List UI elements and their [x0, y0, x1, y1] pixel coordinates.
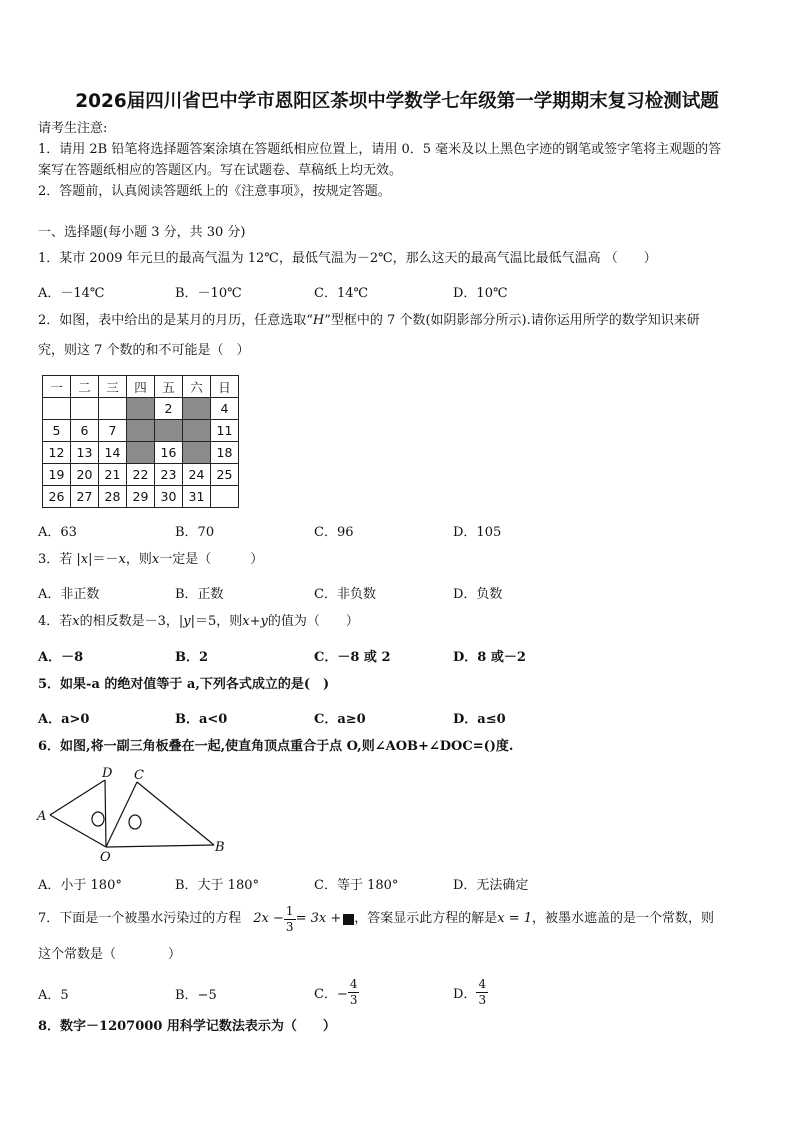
calendar-cell — [43, 398, 71, 420]
q3-stem-c: ，则 — [125, 552, 152, 567]
q4-var-y: y — [183, 614, 191, 629]
q6-option-c: C．等于 180° — [314, 878, 399, 893]
label-b: B — [215, 840, 225, 855]
calendar-cell-shaded — [127, 420, 155, 442]
calendar-cell: 29 — [127, 486, 155, 508]
label-o: O — [100, 850, 111, 865]
calendar-cell-shaded — [127, 442, 155, 464]
label-c: C — [134, 768, 144, 783]
calendar-cell: 25 — [211, 464, 239, 486]
calendar-cell-shaded — [183, 398, 211, 420]
notice-line1b: 案写在答题纸相应的答题区内。写在试题卷、草稿纸上均无效。 — [38, 163, 403, 178]
line-oc — [106, 782, 137, 847]
line-do — [105, 780, 106, 847]
q4-option-d: D．8 或－2 — [453, 650, 526, 665]
q6-option-b: B．大于 180° — [175, 878, 259, 893]
q7-option-d — [453, 972, 488, 1012]
q7-solution: x = 1 — [497, 911, 532, 926]
q5-option-d: D．a≤0 — [453, 712, 506, 727]
q6-option-d: D．无法确定 — [453, 878, 529, 893]
question-2-stem-line2: 究，则这 7 个数的和不可能是（ ） — [38, 343, 250, 358]
q1-option-c: C．14℃ — [314, 286, 369, 301]
calendar-cell: 27 — [71, 486, 99, 508]
calendar-cell-shaded — [183, 442, 211, 464]
question-2-stem-line1 — [38, 313, 700, 329]
notice-heading: 请考生注意: — [38, 121, 108, 136]
q3-option-a: A．非正数 — [38, 587, 100, 602]
q4-stem-b: 的相反数是－3，| — [79, 614, 184, 629]
calendar-cell-shaded — [183, 420, 211, 442]
q3-option-c: C．非负数 — [314, 587, 376, 602]
calendar-row — [43, 486, 239, 508]
question-5-stem: 5．如果-a 的绝对值等于 a,下列各式成立的是( ) — [38, 677, 330, 692]
calendar-cell: 24 — [183, 464, 211, 486]
line-ao — [50, 815, 106, 847]
q4-stem-a: 4．若 — [38, 614, 73, 629]
q3-var-x: x — [80, 552, 89, 567]
q4-option-a: A．－8 — [38, 650, 84, 665]
calendar-table — [42, 375, 239, 508]
q7-eq-right: = 3x + — [295, 911, 342, 926]
calendar-cell: 4 — [211, 398, 239, 420]
angle-mark-right — [129, 815, 141, 829]
question-7-stem — [38, 902, 714, 936]
q7-stem-b: ，答案显示此方程的解是 — [354, 911, 498, 926]
calendar-row — [43, 464, 239, 486]
calendar-cell — [211, 486, 239, 508]
q7-eq-left: 2x − — [253, 911, 284, 926]
calendar-header-cell: 六 — [183, 376, 211, 398]
calendar-cell: 2 — [155, 398, 183, 420]
q3-var-x3: x — [151, 552, 160, 567]
q2-option-c: C．96 — [314, 525, 354, 540]
triangle-figure — [30, 765, 240, 865]
q2-stem-h: H — [312, 313, 325, 328]
calendar-cell-shaded — [127, 398, 155, 420]
calendar-header-cell: 二 — [71, 376, 99, 398]
calendar-header-cell: 四 — [127, 376, 155, 398]
calendar-cell-shaded — [155, 420, 183, 442]
q6-option-a: A．小于 180° — [38, 878, 122, 893]
q3-stem-b: |＝－ — [88, 552, 119, 567]
calendar-cell — [71, 398, 99, 420]
calendar-cell: 6 — [71, 420, 99, 442]
calendar-cell: 23 — [155, 464, 183, 486]
label-a: A — [37, 809, 47, 824]
q7-frac-den: 3 — [285, 919, 294, 934]
q3-stem-a: 3．若 | — [38, 552, 81, 567]
q7-c-den: 3 — [349, 992, 358, 1007]
q7-option-b: B．−5 — [175, 988, 217, 1003]
calendar-cell: 18 — [211, 442, 239, 464]
calendar-cell: 20 — [71, 464, 99, 486]
calendar-cell: 16 — [155, 442, 183, 464]
q5-option-c: C．a≥0 — [314, 712, 366, 727]
calendar-cell: 5 — [43, 420, 71, 442]
page-title: 2026届四川省巴中学市恩阳区茶坝中学数学七年级第一学期期末复习检测试题 — [75, 91, 719, 112]
calendar-cell: 14 — [99, 442, 127, 464]
calendar-cell: 22 — [127, 464, 155, 486]
calendar-cell — [99, 398, 127, 420]
q7-option-c-prefix: C．− — [314, 986, 348, 1002]
q4-var-xy: x+y — [242, 614, 268, 629]
q1-option-b: B．－10℃ — [175, 286, 242, 301]
question-3-stem — [38, 552, 263, 568]
calendar-cell: 12 — [43, 442, 71, 464]
q7-frac-num: 1 — [285, 903, 294, 918]
notice-line1a: 1．请用 2B 铅笔将选择题答案涂填在答题纸相应位置上，请用 0．5 毫米及以上黑色字迹的钢笔或签字笔将主观题的答 — [38, 142, 722, 157]
q5-option-a: A．a>0 — [38, 712, 90, 727]
calendar-cell: 21 — [99, 464, 127, 486]
calendar-cell: 11 — [211, 420, 239, 442]
question-6-stem: 6．如图,将一副三角板叠在一起,使直角顶点重合于点 O,则∠AOB+∠DOC=()度. — [38, 739, 514, 754]
notice-line2: 2．答题前，认真阅读答题纸上的《注意事项》，按规定答题。 — [38, 184, 391, 199]
ink-blot — [343, 914, 354, 925]
q2-option-d: D．105 — [453, 525, 502, 540]
q1-option-d: D．10℃ — [453, 286, 508, 301]
q4-option-c: C．－8 或 2 — [314, 650, 391, 665]
line-cb — [137, 782, 214, 845]
question-4-stem — [38, 614, 359, 630]
q3-var-x2: x — [118, 552, 126, 567]
calendar-row — [43, 398, 239, 420]
q5-option-b: B．a<0 — [175, 712, 228, 727]
q2-option-a: A．63 — [38, 525, 77, 540]
calendar-cell: 19 — [43, 464, 71, 486]
angle-mark-left — [92, 812, 104, 826]
line-ob — [106, 845, 214, 847]
calendar-row — [43, 442, 239, 464]
calendar-cell: 26 — [43, 486, 71, 508]
q2-stem-part1: 2．如图，表中给出的是某月的月历，任意选取“ — [38, 313, 313, 328]
calendar-header-cell: 五 — [155, 376, 183, 398]
q2-stem-part2: ”型框中的 7 个数(如阴影部分所示).请你运用所学的数学知识来研 — [324, 313, 700, 328]
label-d: D — [102, 766, 113, 781]
q7-option-a: A．5 — [38, 988, 69, 1003]
q2-option-b: B．70 — [175, 525, 215, 540]
q4-option-b: B．2 — [175, 650, 209, 665]
calendar-cell: 31 — [183, 486, 211, 508]
calendar-header-cell: 日 — [211, 376, 239, 398]
q7-stem-a: 7．下面是一个被墨水污染过的方程 — [38, 911, 242, 926]
q3-option-d: D．负数 — [453, 587, 503, 602]
calendar-cell: 7 — [99, 420, 127, 442]
question-1-stem: 1．某市 2009 年元旦的最高气温为 12℃，最低气温为－2℃，那么这天的最高气温比最低气温高 （ ） — [38, 251, 657, 266]
calendar-cell: 30 — [155, 486, 183, 508]
calendar-row — [43, 420, 239, 442]
q7-d-num: 4 — [478, 976, 487, 991]
q4-stem-c: |＝5，则 — [190, 614, 243, 629]
q7-option-d-prefix: D． — [453, 986, 477, 1002]
calendar-cell: 13 — [71, 442, 99, 464]
calendar-header-row — [43, 376, 239, 398]
q7-c-num: 4 — [349, 976, 358, 991]
q7-stem-c: ，被墨水遮盖的是一个常数，则 — [532, 911, 715, 926]
q1-option-a: A．－14℃ — [38, 286, 105, 301]
calendar-cell: 28 — [99, 486, 127, 508]
question-7-stem-line2: 这个常数是（ ） — [38, 947, 182, 962]
q4-stem-d: 的值为（ ） — [267, 614, 359, 629]
q7-d-den: 3 — [478, 992, 487, 1007]
q3-stem-d: 一定是（ ） — [159, 552, 264, 567]
q7-fraction — [284, 904, 296, 935]
section-heading: 一、选择题(每小题 3 分，共 30 分) — [38, 225, 246, 240]
q7-option-c — [314, 972, 359, 1012]
q4-var-x: x — [72, 614, 80, 629]
question-8-stem: 8．数字－1207000 用科学记数法表示为（ ） — [38, 1019, 336, 1034]
line-ad — [50, 780, 105, 815]
calendar-header-cell: 一 — [43, 376, 71, 398]
q7-option-d-frac — [476, 977, 488, 1008]
q7-option-c-frac — [348, 977, 360, 1008]
q3-option-b: B．正数 — [175, 587, 224, 602]
calendar-header-cell: 三 — [99, 376, 127, 398]
